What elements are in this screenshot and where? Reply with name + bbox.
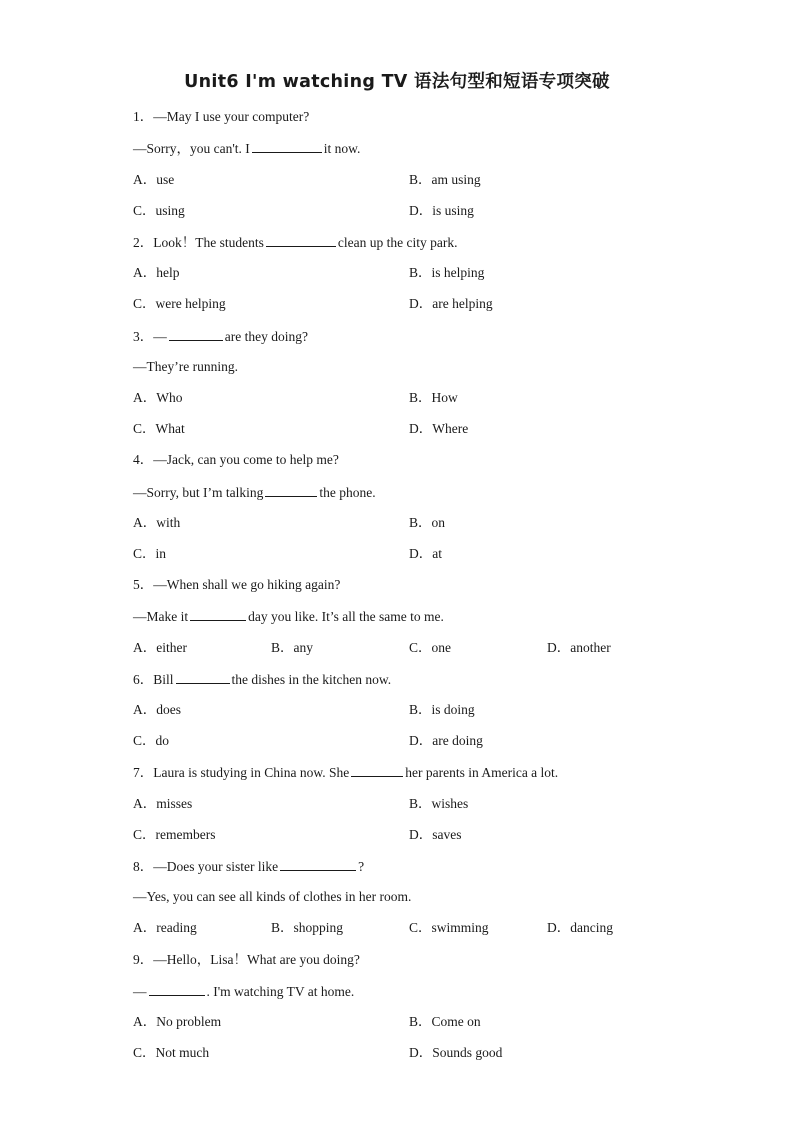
question-4-reply: —Sorry, but I’m talking the phone. bbox=[133, 485, 376, 500]
question-4-prompt: 4．—Jack, can you come to help me? bbox=[133, 452, 339, 467]
page-title: Unit6 I'm watching TV 语法句型和短语专项突破 bbox=[184, 72, 610, 92]
option-5b[interactable]: B．any bbox=[271, 640, 313, 655]
option-9d[interactable]: D．Sounds good bbox=[409, 1045, 503, 1060]
option-3d[interactable]: D．Where bbox=[409, 421, 469, 436]
option-2b[interactable]: B．is helping bbox=[409, 265, 485, 280]
option-1c[interactable]: C．using bbox=[133, 203, 185, 218]
option-7b[interactable]: B．wishes bbox=[409, 796, 469, 811]
question-3-reply: —They’re running. bbox=[133, 359, 238, 374]
option-5d[interactable]: D．another bbox=[547, 640, 611, 655]
option-7d[interactable]: D．saves bbox=[409, 827, 462, 842]
option-6d[interactable]: D．are doing bbox=[409, 733, 483, 748]
question-7-prompt: 7．Laura is studying in China now. She her parents in America a lot. bbox=[133, 765, 559, 780]
option-4c[interactable]: C．in bbox=[133, 546, 167, 561]
option-6c[interactable]: C．do bbox=[133, 733, 170, 748]
option-9a[interactable]: A．No problem bbox=[133, 1014, 222, 1029]
option-7a[interactable]: A．misses bbox=[133, 796, 193, 811]
answer-blank[interactable] bbox=[265, 483, 317, 497]
question-1-reply: —Sorry，you can't. I it now. bbox=[133, 141, 361, 156]
question-9-prompt: 9．—Hello，Lisa！What are you doing? bbox=[133, 952, 360, 967]
question-2-prompt: 2．Look！The students clean up the city park. bbox=[133, 235, 458, 250]
option-5c[interactable]: C．one bbox=[409, 640, 451, 655]
option-2c[interactable]: C．were helping bbox=[133, 296, 226, 311]
option-1d[interactable]: D．is using bbox=[409, 203, 474, 218]
question-3-prompt: 3．— are they doing? bbox=[133, 329, 308, 344]
option-6b[interactable]: B．is doing bbox=[409, 702, 475, 717]
option-5a[interactable]: A．either bbox=[133, 640, 187, 655]
question-8-prompt: 8．—Does your sister like ? bbox=[133, 859, 365, 874]
question-6-prompt: 6．Bill the dishes in the kitchen now. bbox=[133, 672, 392, 687]
option-8c[interactable]: C．swimming bbox=[409, 920, 489, 935]
option-3b[interactable]: B．How bbox=[409, 390, 458, 405]
option-9b[interactable]: B．Come on bbox=[409, 1014, 481, 1029]
option-1b[interactable]: B．am using bbox=[409, 172, 481, 187]
answer-blank[interactable] bbox=[252, 139, 322, 153]
answer-blank[interactable] bbox=[149, 982, 205, 996]
option-2a[interactable]: A．help bbox=[133, 265, 180, 280]
answer-blank[interactable] bbox=[280, 857, 356, 871]
option-3c[interactable]: C．What bbox=[133, 421, 185, 436]
option-9c[interactable]: C．Not much bbox=[133, 1045, 210, 1060]
option-8d[interactable]: D．dancing bbox=[547, 920, 613, 935]
question-1-prompt: 1．—May I use your computer? bbox=[133, 109, 310, 124]
question-5-prompt: 5．—When shall we go hiking again? bbox=[133, 577, 341, 592]
option-7c[interactable]: C．remembers bbox=[133, 827, 216, 842]
question-8-reply: —Yes, you can see all kinds of clothes in her room. bbox=[133, 889, 412, 904]
question-9-reply: — . I'm watching TV at home. bbox=[133, 984, 355, 999]
answer-blank[interactable] bbox=[169, 327, 223, 341]
option-3a[interactable]: A．Who bbox=[133, 390, 183, 405]
question-5-reply: —Make it day you like. It’s all the same to me. bbox=[133, 609, 444, 624]
option-8a[interactable]: A．reading bbox=[133, 920, 197, 935]
option-4d[interactable]: D．at bbox=[409, 546, 442, 561]
answer-blank[interactable] bbox=[190, 607, 246, 621]
answer-blank[interactable] bbox=[351, 763, 403, 777]
answer-blank[interactable] bbox=[176, 670, 230, 684]
option-1a[interactable]: A．use bbox=[133, 172, 175, 187]
option-2d[interactable]: D．are helping bbox=[409, 296, 493, 311]
option-4a[interactable]: A．with bbox=[133, 515, 181, 530]
answer-blank[interactable] bbox=[266, 233, 336, 247]
option-6a[interactable]: A．does bbox=[133, 702, 181, 717]
option-4b[interactable]: B．on bbox=[409, 515, 446, 530]
option-8b[interactable]: B．shopping bbox=[271, 920, 344, 935]
